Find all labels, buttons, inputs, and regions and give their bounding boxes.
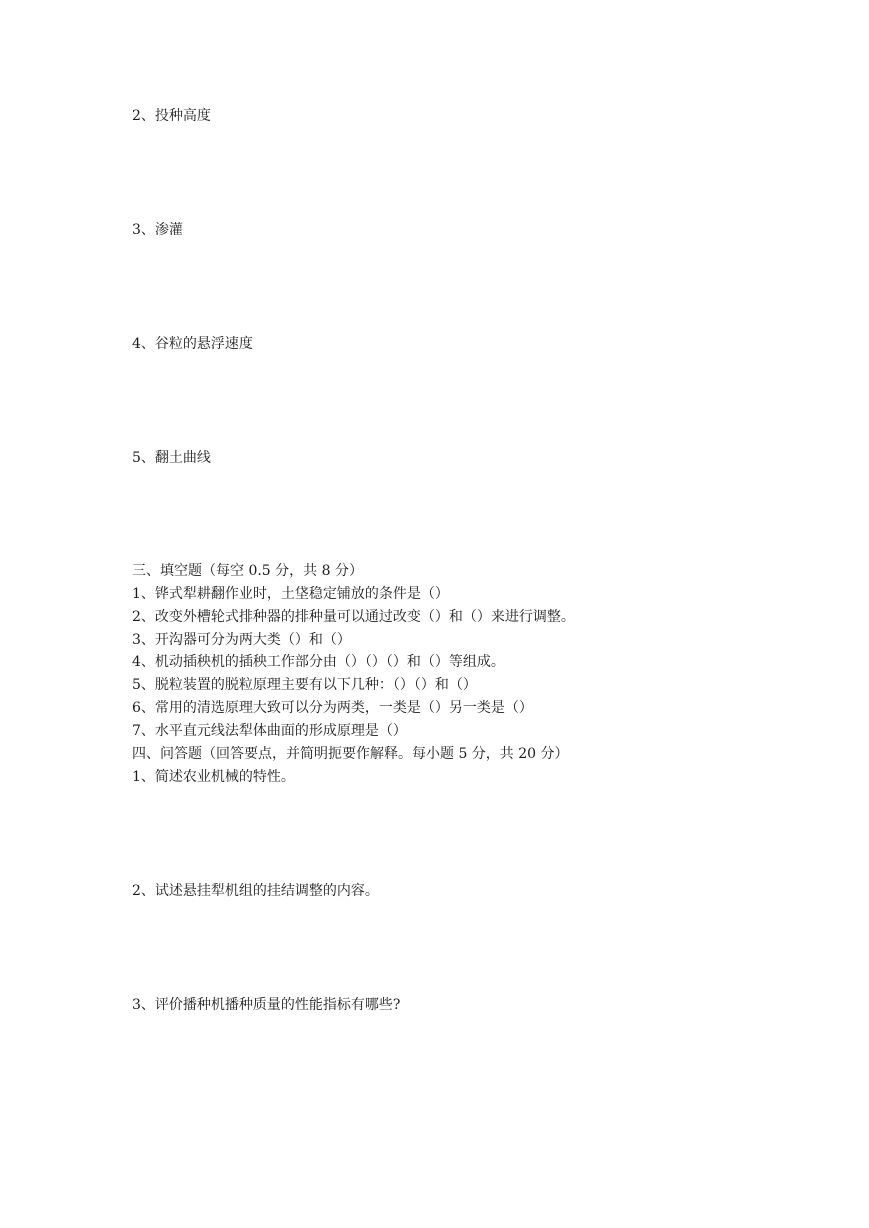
fill-in-heading: 三、填空题（每空 0.5 分，共 8 分） (132, 563, 363, 579)
fill-in-item: 7、水平直元线法犁体曲面的形成原理是（） (132, 723, 407, 739)
fill-in-item: 5、脱粒装置的脱粒原理主要有以下几种：（）（）和（） (132, 677, 477, 693)
fill-in-item: 3、开沟器可分为两大类（）和（） (132, 632, 351, 648)
questions-heading: 四、问答题（回答要点，并简明扼要作解释。每小题 5 分，共 20 分） (132, 746, 569, 762)
question-item: 3、评价播种机播种质量的性能指标有哪些? (132, 997, 401, 1013)
question-item: 1、简述农业机械的特性。 (132, 769, 295, 785)
fill-in-item: 4、机动插秧机的插秧工作部分由（）（）（）和（）等组成。 (132, 654, 505, 670)
definition-item: 2、投种高度 (132, 108, 211, 124)
question-item: 2、试述悬挂犁机组的挂结调整的内容。 (132, 883, 379, 899)
definition-item: 5、翻土曲线 (132, 450, 211, 466)
fill-in-item: 1、铧式犁耕翻作业时，土垡稳定铺放的条件是（） (132, 586, 449, 602)
fill-in-item: 2、改变外槽轮式排种器的排种量可以通过改变（）和（）来进行调整。 (132, 609, 575, 625)
definition-item: 4、谷粒的悬浮速度 (132, 336, 253, 352)
fill-in-item: 6、常用的清选原理大致可以分为两类，一类是（）另一类是（） (132, 700, 533, 716)
definition-item: 3、渗灌 (132, 222, 183, 238)
